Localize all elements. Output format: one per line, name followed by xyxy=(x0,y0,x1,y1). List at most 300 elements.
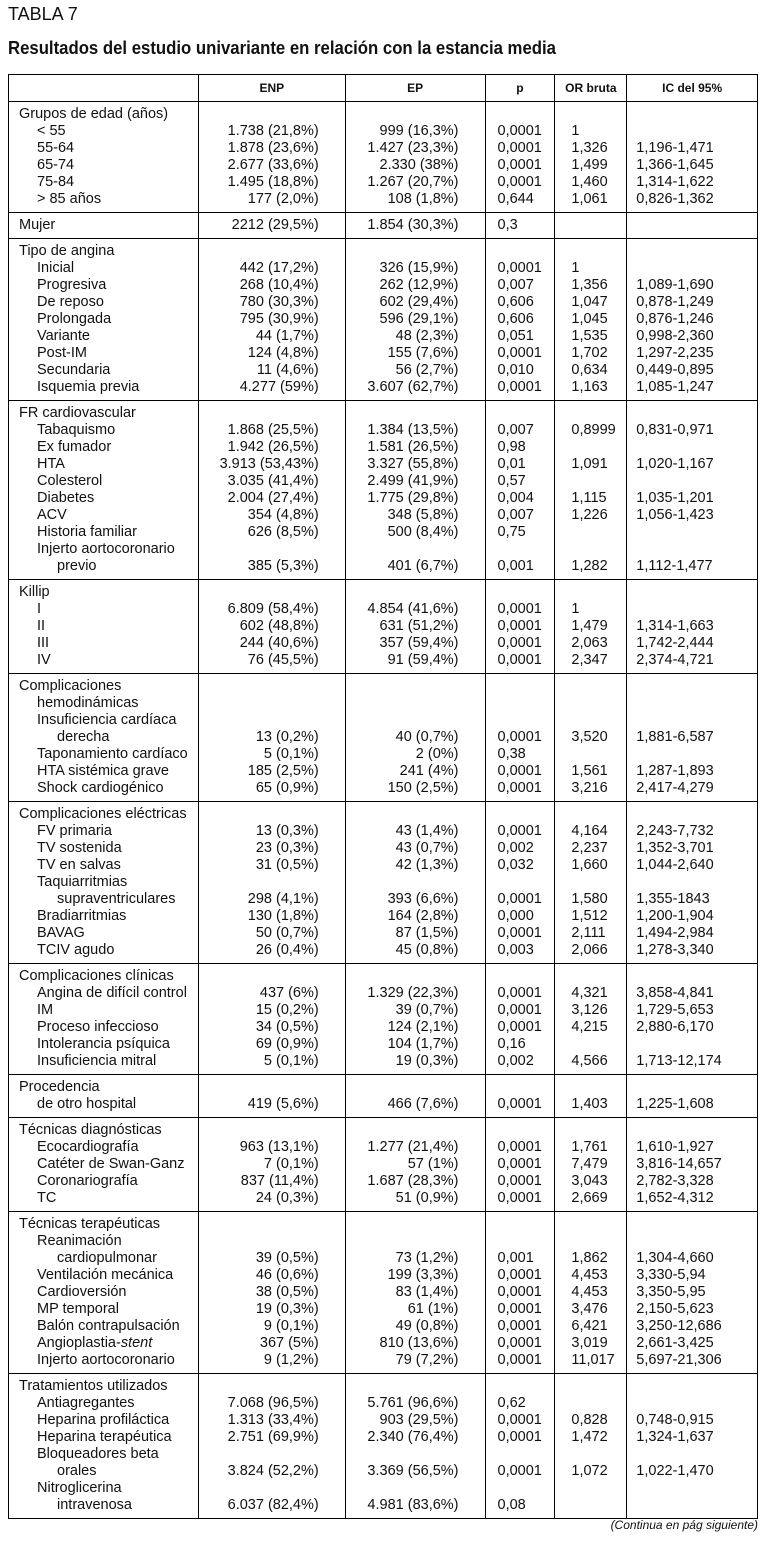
enp-cell: 1.313 (33,4%) xyxy=(198,1412,345,1429)
enp-cell: 46 (0,6%) xyxy=(198,1267,345,1284)
or-cell: 1 xyxy=(555,260,627,277)
ep-cell: 999 (16,3%) xyxy=(345,123,485,140)
variable-cell: I xyxy=(9,601,199,618)
enp-cell: 795 (30,9%) xyxy=(198,311,345,328)
or-cell: 1,862 xyxy=(555,1250,627,1267)
p-cell: 0,0001 xyxy=(485,1284,555,1301)
header-variable xyxy=(9,75,199,102)
table-row xyxy=(9,1429,758,1446)
table-row xyxy=(9,1173,758,1190)
p-cell xyxy=(485,1480,555,1497)
enp-cell: 3.035 (41,4%) xyxy=(198,473,345,490)
table-row xyxy=(9,695,758,712)
variable-cell: Balón contrapulsación xyxy=(9,1318,199,1335)
enp-cell: 13 (0,2%) xyxy=(198,729,345,746)
ep-cell: 3.369 (56,5%) xyxy=(345,1463,485,1480)
ic-cell: 1,494-2,984 xyxy=(627,925,758,942)
ep-cell: 2 (0%) xyxy=(345,746,485,763)
enp-cell: 9 (0,1%) xyxy=(198,1318,345,1335)
p-cell xyxy=(485,102,555,124)
ep-cell: 326 (15,9%) xyxy=(345,260,485,277)
ic-cell xyxy=(627,874,758,891)
p-cell: 0,001 xyxy=(485,1250,555,1267)
variable-cell: Proceso infeccioso xyxy=(9,1019,199,1036)
enp-cell xyxy=(198,239,345,261)
ep-cell: 2.340 (76,4%) xyxy=(345,1429,485,1446)
ep-cell xyxy=(345,1480,485,1497)
table-row xyxy=(9,1480,758,1497)
ic-cell xyxy=(627,123,758,140)
or-cell: 0,634 xyxy=(555,362,627,379)
p-cell xyxy=(485,401,555,423)
table-section xyxy=(9,964,758,1075)
table-row xyxy=(9,140,758,157)
ic-cell: 0,998-2,360 xyxy=(627,328,758,345)
ic-cell: 1,225-1,608 xyxy=(627,1096,758,1118)
enp-cell: 50 (0,7%) xyxy=(198,925,345,942)
enp-cell xyxy=(198,541,345,558)
table-section xyxy=(9,401,758,580)
ic-cell: 2,880-6,170 xyxy=(627,1019,758,1036)
table-row xyxy=(9,1190,758,1212)
ep-cell xyxy=(345,1233,485,1250)
ep-cell: 40 (0,7%) xyxy=(345,729,485,746)
ep-cell: 57 (1%) xyxy=(345,1156,485,1173)
table-row xyxy=(9,439,758,456)
enp-cell: 3.824 (52,2%) xyxy=(198,1463,345,1480)
p-cell: 0,001 xyxy=(485,558,555,580)
or-cell: 1,512 xyxy=(555,908,627,925)
enp-cell: 268 (10,4%) xyxy=(198,277,345,294)
enp-cell xyxy=(198,1233,345,1250)
ep-cell: 596 (29,1%) xyxy=(345,311,485,328)
or-cell: 2,066 xyxy=(555,942,627,964)
ic-cell: 1,022-1,470 xyxy=(627,1463,758,1480)
variable-cell: Mujer xyxy=(9,213,199,239)
or-cell xyxy=(555,712,627,729)
ic-cell: 0,826-1,362 xyxy=(627,191,758,213)
or-cell: 1,761 xyxy=(555,1139,627,1156)
variable-cell: Intolerancia psíquica xyxy=(9,1036,199,1053)
variable-cell: Secundaria xyxy=(9,362,199,379)
ep-cell xyxy=(345,674,485,696)
ep-cell: 1.854 (30,3%) xyxy=(345,213,485,239)
p-cell: 0,644 xyxy=(485,191,555,213)
or-cell xyxy=(555,1036,627,1053)
ep-cell xyxy=(345,874,485,891)
p-cell: 0,0001 xyxy=(485,618,555,635)
ep-cell: 3.607 (62,7%) xyxy=(345,379,485,401)
ic-cell xyxy=(627,541,758,558)
table-row xyxy=(9,1019,758,1036)
ep-cell: 91 (59,4%) xyxy=(345,652,485,674)
ep-cell xyxy=(345,695,485,712)
table-row xyxy=(9,635,758,652)
ic-cell: 1,287-1,893 xyxy=(627,763,758,780)
enp-cell: 2.677 (33,6%) xyxy=(198,157,345,174)
variable-cell: Antiagregantes xyxy=(9,1395,199,1412)
p-cell xyxy=(485,802,555,824)
or-cell: 11,017 xyxy=(555,1352,627,1374)
variable-cell: HTA sistémica grave xyxy=(9,763,199,780)
or-cell xyxy=(555,1118,627,1140)
enp-cell: 244 (40,6%) xyxy=(198,635,345,652)
ic-cell: 1,610-1,927 xyxy=(627,1139,758,1156)
table-number: TABLA 7 xyxy=(8,4,78,24)
enp-cell: 15 (0,2%) xyxy=(198,1002,345,1019)
variable-cell: II xyxy=(9,618,199,635)
ep-cell: 357 (59,4%) xyxy=(345,635,485,652)
table-row xyxy=(9,239,758,261)
ep-cell: 51 (0,9%) xyxy=(345,1190,485,1212)
table-row xyxy=(9,102,758,124)
p-cell: 0,75 xyxy=(485,524,555,541)
or-cell: 1,479 xyxy=(555,618,627,635)
table-row xyxy=(9,857,758,874)
or-cell: 1,472 xyxy=(555,1429,627,1446)
enp-cell: 6.809 (58,4%) xyxy=(198,601,345,618)
enp-cell: 2.751 (69,9%) xyxy=(198,1429,345,1446)
ep-cell: 393 (6,6%) xyxy=(345,891,485,908)
enp-cell: 34 (0,5%) xyxy=(198,1019,345,1036)
ic-cell xyxy=(627,1446,758,1463)
table-section xyxy=(9,674,758,802)
table-section xyxy=(9,213,758,239)
ep-cell xyxy=(345,401,485,423)
p-cell: 0,0001 xyxy=(485,345,555,362)
p-cell xyxy=(485,1212,555,1234)
or-cell: 2,669 xyxy=(555,1190,627,1212)
enp-cell: 963 (13,1%) xyxy=(198,1139,345,1156)
variable-cell: Complicaciones eléctricas xyxy=(9,802,199,824)
or-cell: 2,111 xyxy=(555,925,627,942)
ic-cell: 2,374-4,721 xyxy=(627,652,758,674)
variable-cell: Tratamientos utilizados xyxy=(9,1374,199,1396)
ep-cell: 348 (5,8%) xyxy=(345,507,485,524)
enp-cell: 124 (4,8%) xyxy=(198,345,345,362)
ic-cell xyxy=(627,1233,758,1250)
ep-cell: 1.329 (22,3%) xyxy=(345,985,485,1002)
variable-cell: Nitroglicerina xyxy=(9,1480,199,1497)
enp-cell xyxy=(198,580,345,602)
enp-cell xyxy=(198,1480,345,1497)
p-cell: 0,0001 xyxy=(485,123,555,140)
or-cell: 1,580 xyxy=(555,891,627,908)
ic-cell: 5,697-21,306 xyxy=(627,1352,758,1374)
enp-cell: 7 (0,1%) xyxy=(198,1156,345,1173)
enp-cell: 24 (0,3%) xyxy=(198,1190,345,1212)
p-cell xyxy=(485,874,555,891)
enp-cell xyxy=(198,874,345,891)
table-row xyxy=(9,362,758,379)
table-row xyxy=(9,712,758,729)
variable-cell: Inicial xyxy=(9,260,199,277)
or-cell xyxy=(555,964,627,986)
ep-cell: 1.581 (26,5%) xyxy=(345,439,485,456)
or-cell: 1,061 xyxy=(555,191,627,213)
or-cell: 4,453 xyxy=(555,1267,627,1284)
ep-cell: 39 (0,7%) xyxy=(345,1002,485,1019)
enp-cell: 9 (1,2%) xyxy=(198,1352,345,1374)
ep-cell xyxy=(345,1374,485,1396)
table-row xyxy=(9,601,758,618)
ic-cell: 1,056-1,423 xyxy=(627,507,758,524)
table-row xyxy=(9,157,758,174)
variable-cell: Post-IM xyxy=(9,345,199,362)
or-cell: 4,453 xyxy=(555,1284,627,1301)
enp-cell xyxy=(198,1374,345,1396)
table-section xyxy=(9,1075,758,1118)
enp-cell: 39 (0,5%) xyxy=(198,1250,345,1267)
p-cell: 0,0001 xyxy=(485,729,555,746)
or-cell xyxy=(555,695,627,712)
enp-cell: 5 (0,1%) xyxy=(198,746,345,763)
ic-cell: 3,250-12,686 xyxy=(627,1318,758,1335)
or-cell xyxy=(555,580,627,602)
or-cell xyxy=(555,1497,627,1519)
or-cell: 6,421 xyxy=(555,1318,627,1335)
enp-cell: 419 (5,6%) xyxy=(198,1096,345,1118)
header-ic: IC del 95% xyxy=(627,75,758,102)
ic-cell: 0,748-0,915 xyxy=(627,1412,758,1429)
table-row xyxy=(9,294,758,311)
enp-cell xyxy=(198,695,345,712)
table-row xyxy=(9,891,758,908)
table-row xyxy=(9,345,758,362)
table-row xyxy=(9,123,758,140)
or-cell: 0,828 xyxy=(555,1412,627,1429)
enp-cell: 385 (5,3%) xyxy=(198,558,345,580)
p-cell: 0,57 xyxy=(485,473,555,490)
table-row xyxy=(9,1118,758,1140)
enp-cell: 69 (0,9%) xyxy=(198,1036,345,1053)
p-cell: 0,007 xyxy=(485,422,555,439)
ic-cell xyxy=(627,601,758,618)
p-cell: 0,0001 xyxy=(485,925,555,942)
ic-cell: 1,304-4,660 xyxy=(627,1250,758,1267)
variable-cell: FR cardiovascular xyxy=(9,401,199,423)
variable-cell: derecha xyxy=(9,729,199,746)
ep-cell: 2.499 (41,9%) xyxy=(345,473,485,490)
p-cell: 0,98 xyxy=(485,439,555,456)
variable-cell: Bloqueadores beta xyxy=(9,1446,199,1463)
ic-cell: 0,831-0,971 xyxy=(627,422,758,439)
enp-cell: 130 (1,8%) xyxy=(198,908,345,925)
enp-cell: 3.913 (53,43%) xyxy=(198,456,345,473)
p-cell: 0,0001 xyxy=(485,1429,555,1446)
p-cell xyxy=(485,695,555,712)
table-section xyxy=(9,1212,758,1374)
table-row xyxy=(9,1497,758,1519)
table-row xyxy=(9,908,758,925)
variable-cell: Insuficiencia cardíaca xyxy=(9,712,199,729)
p-cell: 0,0001 xyxy=(485,1301,555,1318)
enp-cell: 367 (5%) xyxy=(198,1335,345,1352)
table-row xyxy=(9,260,758,277)
p-cell: 0,62 xyxy=(485,1395,555,1412)
or-cell: 1,047 xyxy=(555,294,627,311)
enp-cell xyxy=(198,401,345,423)
variable-cell: Injerto aortocoronario xyxy=(9,1352,199,1374)
enp-cell: 13 (0,3%) xyxy=(198,823,345,840)
p-cell: 0,16 xyxy=(485,1036,555,1053)
table-row xyxy=(9,191,758,213)
ep-cell: 602 (29,4%) xyxy=(345,294,485,311)
enp-cell: 38 (0,5%) xyxy=(198,1284,345,1301)
ep-cell: 48 (2,3%) xyxy=(345,328,485,345)
ep-cell: 466 (7,6%) xyxy=(345,1096,485,1118)
ic-cell xyxy=(627,102,758,124)
or-cell: 1,045 xyxy=(555,311,627,328)
variable-cell: Shock cardiogénico xyxy=(9,780,199,802)
ep-cell: 87 (1,5%) xyxy=(345,925,485,942)
variable-cell: cardiopulmonar xyxy=(9,1250,199,1267)
table-title: Resultados del estudio univariante en relación con la estancia media xyxy=(8,38,556,58)
enp-cell: 1.495 (18,8%) xyxy=(198,174,345,191)
table-row xyxy=(9,1267,758,1284)
or-cell: 1,660 xyxy=(555,857,627,874)
ic-cell xyxy=(627,1480,758,1497)
ep-cell: 56 (2,7%) xyxy=(345,362,485,379)
or-cell: 2,063 xyxy=(555,635,627,652)
ep-cell: 104 (1,7%) xyxy=(345,1036,485,1053)
ep-cell xyxy=(345,1446,485,1463)
ep-cell xyxy=(345,541,485,558)
table-row xyxy=(9,1284,758,1301)
variable-cell: TC xyxy=(9,1190,199,1212)
enp-cell: 837 (11,4%) xyxy=(198,1173,345,1190)
table-row xyxy=(9,964,758,986)
ep-cell xyxy=(345,1212,485,1234)
table-row xyxy=(9,558,758,580)
or-cell: 4,321 xyxy=(555,985,627,1002)
header-row xyxy=(9,75,758,102)
table-section xyxy=(9,239,758,401)
ic-cell: 1,278-3,340 xyxy=(627,942,758,964)
p-cell: 0,0001 xyxy=(485,1173,555,1190)
or-cell: 1,561 xyxy=(555,763,627,780)
ep-cell: 4.981 (83,6%) xyxy=(345,1497,485,1519)
p-cell xyxy=(485,1075,555,1097)
table-row xyxy=(9,729,758,746)
variable-cell: ACV xyxy=(9,507,199,524)
ic-cell xyxy=(627,213,758,239)
enp-cell xyxy=(198,802,345,824)
ic-cell: 2,150-5,623 xyxy=(627,1301,758,1318)
table-row xyxy=(9,379,758,401)
table-row xyxy=(9,1395,758,1412)
ic-cell: 1,196-1,471 xyxy=(627,140,758,157)
table-row xyxy=(9,507,758,524)
variable-cell: Historia familiar xyxy=(9,524,199,541)
table-row xyxy=(9,524,758,541)
p-cell: 0,007 xyxy=(485,507,555,524)
variable-cell: Progresiva xyxy=(9,277,199,294)
table-row xyxy=(9,823,758,840)
or-cell xyxy=(555,746,627,763)
enp-cell: 44 (1,7%) xyxy=(198,328,345,345)
table-row xyxy=(9,473,758,490)
variable-cell: Ecocardiografía xyxy=(9,1139,199,1156)
ep-cell: 810 (13,6%) xyxy=(345,1335,485,1352)
p-cell: 0,0001 xyxy=(485,1139,555,1156)
variable-cell: Isquemia previa xyxy=(9,379,199,401)
enp-cell xyxy=(198,674,345,696)
ic-cell xyxy=(627,802,758,824)
ep-cell: 155 (7,6%) xyxy=(345,345,485,362)
p-cell: 0,38 xyxy=(485,746,555,763)
ic-cell: 0,876-1,246 xyxy=(627,311,758,328)
p-cell xyxy=(485,674,555,696)
enp-cell xyxy=(198,1212,345,1234)
or-cell: 3,126 xyxy=(555,1002,627,1019)
variable-cell: hemodinámicas xyxy=(9,695,199,712)
or-cell: 3,476 xyxy=(555,1301,627,1318)
ep-cell xyxy=(345,102,485,124)
table-row xyxy=(9,1139,758,1156)
variable-cell: Catéter de Swan-Ganz xyxy=(9,1156,199,1173)
variable-cell: Técnicas diagnósticas xyxy=(9,1118,199,1140)
p-cell: 0,051 xyxy=(485,328,555,345)
p-cell: 0,007 xyxy=(485,277,555,294)
table-row xyxy=(9,802,758,824)
variable-cell: Ventilación mecánica xyxy=(9,1267,199,1284)
variable-cell: Prolongada xyxy=(9,311,199,328)
ic-cell: 2,417-4,279 xyxy=(627,780,758,802)
enp-cell: 65 (0,9%) xyxy=(198,780,345,802)
variable-cell: Variante xyxy=(9,328,199,345)
ep-cell: 1.775 (29,8%) xyxy=(345,490,485,507)
p-cell: 0,01 xyxy=(485,456,555,473)
or-cell: 1,702 xyxy=(555,345,627,362)
or-cell: 1,072 xyxy=(555,1463,627,1480)
ic-cell: 1,297-2,235 xyxy=(627,345,758,362)
p-cell xyxy=(485,1233,555,1250)
table-row xyxy=(9,541,758,558)
ep-cell: 73 (1,2%) xyxy=(345,1250,485,1267)
ep-cell: 1.427 (23,3%) xyxy=(345,140,485,157)
table-row xyxy=(9,1212,758,1234)
variable-cell: > 85 años xyxy=(9,191,199,213)
or-cell: 4,566 xyxy=(555,1053,627,1075)
or-cell: 1,226 xyxy=(555,507,627,524)
ic-cell xyxy=(627,1118,758,1140)
enp-cell: 298 (4,1%) xyxy=(198,891,345,908)
p-cell: 0,0001 xyxy=(485,140,555,157)
or-cell xyxy=(555,802,627,824)
ep-cell: 241 (4%) xyxy=(345,763,485,780)
variable-cell: TV sostenida xyxy=(9,840,199,857)
or-cell xyxy=(555,213,627,239)
p-cell: 0,002 xyxy=(485,1053,555,1075)
variable-cell: orales xyxy=(9,1463,199,1480)
variable-cell: supraventriculares xyxy=(9,891,199,908)
variable-cell: Procedencia xyxy=(9,1075,199,1097)
or-cell: 1,163 xyxy=(555,379,627,401)
p-cell: 0,0001 xyxy=(485,174,555,191)
or-cell: 1,499 xyxy=(555,157,627,174)
variable-cell: HTA xyxy=(9,456,199,473)
table-row xyxy=(9,1352,758,1374)
ic-cell: 1,355-1843 xyxy=(627,891,758,908)
ep-cell: 164 (2,8%) xyxy=(345,908,485,925)
ic-cell xyxy=(627,674,758,696)
table-section xyxy=(9,1374,758,1519)
table-row xyxy=(9,1412,758,1429)
p-cell xyxy=(485,1374,555,1396)
or-cell: 1,403 xyxy=(555,1096,627,1118)
enp-cell: 185 (2,5%) xyxy=(198,763,345,780)
